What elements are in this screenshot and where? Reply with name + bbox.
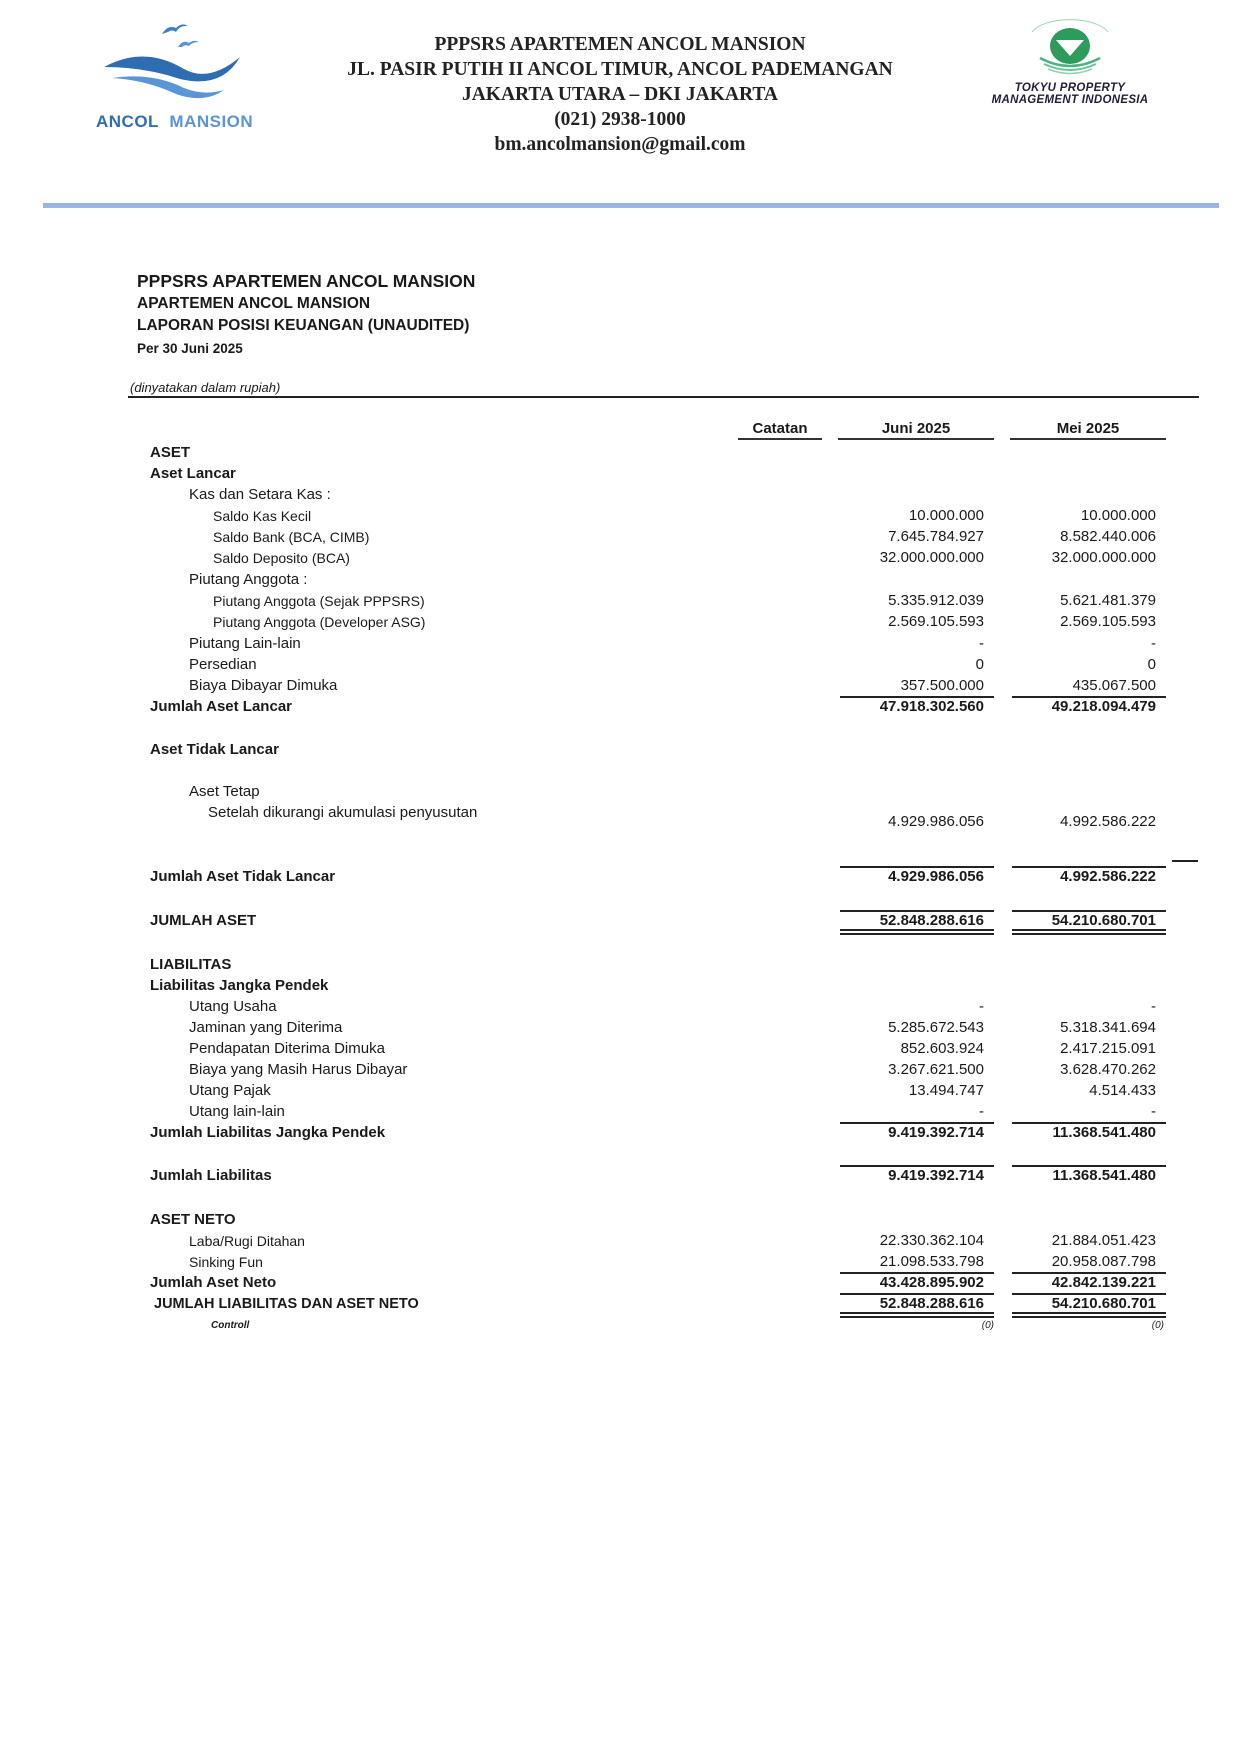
letterhead-email: bm.ancolmansion@gmail.com <box>494 134 746 155</box>
table-row: Piutang Anggota (Developer ASG) 2.569.105.593 2.569.105.593 <box>213 613 1156 630</box>
section-aset-lancar: Aset Lancar <box>150 465 236 482</box>
table-row: Saldo Bank (BCA, CIMB) 7.645.784.927 8.582.440.006 <box>213 528 1156 545</box>
ancol-mansion-wordmark: ANCOL MANSION <box>96 112 254 131</box>
table-row: Saldo Deposito (BCA) 32.000.000.000 32.000.000.000 <box>213 549 1156 566</box>
group-kas: Kas dan Setara Kas : <box>189 486 331 503</box>
table-row: Utang lain-lain - - <box>189 1103 1156 1120</box>
table-row: Utang Usaha - - <box>189 998 1156 1015</box>
table-row: Saldo Kas Kecil 10.000.000 10.000.000 <box>213 507 1156 524</box>
table-row: Sinking Fun 21.098.533.798 20.958.087.798 <box>189 1253 1156 1270</box>
letterhead-city: JAKARTA UTARA – DKI JAKARTA <box>461 84 779 105</box>
total-row-jumlah-aset: JUMLAH ASET 52.848.288.616 54.210.680.701 <box>150 912 1156 929</box>
group-aset-tetap: Aset Tetap <box>189 783 260 800</box>
tokyu-property-logo <box>960 10 1180 120</box>
margin-mark <box>1172 860 1198 862</box>
column-header-catatan: Catatan <box>738 420 822 440</box>
table-row: Utang Pajak 13.494.747 4.514.433 <box>189 1082 1156 1099</box>
control-value-mei: (0) <box>1151 1320 1164 1331</box>
letterhead <box>0 0 1240 200</box>
tokyu-emblem-icon <box>960 10 1180 82</box>
subtotal-row-aset-neto: Jumlah Aset Neto 43.428.895.902 42.842.139.221 <box>150 1274 1156 1291</box>
section-liabilitas-jangka-pendek: Liabilitas Jangka Pendek <box>150 977 329 994</box>
table-row: Setelah dikurangi akumulasi penyusutan <box>208 804 478 821</box>
subtotal-row-liabilitas-jangka-pendek: Jumlah Liabilitas Jangka Pendek 9.419.392.714 11.368.541.480 <box>150 1124 1156 1141</box>
letterhead-address-block <box>300 32 940 157</box>
control-value-juni: (0) <box>981 1320 994 1331</box>
section-liabilitas: LIABILITAS <box>150 956 232 973</box>
total-row-jumlah-liabilitas: Jumlah Liabilitas 9.419.392.714 11.368.541.480 <box>150 1167 1156 1184</box>
letterhead-org-name: PPPSRS APARTEMEN ANCOL MANSION <box>434 34 806 55</box>
group-piutang-anggota: Piutang Anggota : <box>189 571 308 588</box>
total-row-liabilitas-dan-aset-neto: JUMLAH LIABILITAS DAN ASET NETO 52.848.288.616 54.210.680.701 <box>154 1295 1156 1312</box>
report-date: Per 30 Juni 2025 <box>137 341 243 356</box>
table-row: Pendapatan Diterima Dimuka 852.603.924 2.417.215.091 <box>189 1040 1156 1057</box>
table-row: Jaminan yang Diterima 5.285.672.543 5.318.341.694 <box>189 1019 1156 1036</box>
currency-note: (dinyatakan dalam rupiah) <box>130 380 281 395</box>
table-top-rule <box>128 396 1199 398</box>
table-row: Biaya yang Masih Harus Dibayar 3.267.621.500 3.628.470.262 <box>189 1061 1156 1078</box>
letterhead-street: JL. PASIR PUTIH II ANCOL TIMUR, ANCOL PADEMANGAN <box>347 59 893 80</box>
table-row-values: 4.929.986.056 4.992.586.222 <box>888 813 1156 830</box>
report-title: PPPSRS APARTEMEN ANCOL MANSION <box>137 271 476 291</box>
section-aset-tidak-lancar: Aset Tidak Lancar <box>150 741 279 758</box>
section-aset: ASET <box>150 444 191 461</box>
letterhead-divider <box>43 203 1219 208</box>
column-header-mei-2025: Mei 2025 <box>1010 420 1166 440</box>
subtotal-row-aset-lancar: Jumlah Aset Lancar 47.918.302.560 49.218.094.479 <box>150 698 1156 715</box>
control-label: Controll <box>211 1320 250 1331</box>
table-row: Persedian 0 0 <box>189 656 1156 673</box>
waves-birds-icon <box>92 12 262 107</box>
report-subtitle: APARTEMEN ANCOL MANSION <box>137 295 371 312</box>
table-row: Piutang Anggota (Sejak PPPSRS) 5.335.912.039 5.621.481.379 <box>213 592 1156 609</box>
report-title-block <box>137 270 475 361</box>
section-aset-neto: ASET NETO <box>150 1211 236 1228</box>
column-header-juni-2025: Juni 2025 <box>838 420 994 440</box>
subtotal-row-aset-tidak-lancar: Jumlah Aset Tidak Lancar 4.929.986.056 4.992.586.222 <box>150 868 1156 885</box>
letterhead-phone: (021) 2938-1000 <box>554 109 686 130</box>
table-row: Piutang Lain-lain - - <box>189 635 1156 652</box>
table-row: Biaya Dibayar Dimuka 357.500.000 435.067.500 <box>189 677 1156 694</box>
report-name: LAPORAN POSISI KEUANGAN (UNAUDITED) <box>137 317 470 334</box>
table-row: Laba/Rugi Ditahan 22.330.362.104 21.884.051.423 <box>189 1232 1156 1249</box>
tokyu-wordmark: TOKYU PROPERTY MANAGEMENT INDONESIA <box>991 82 1149 106</box>
ancol-mansion-logo <box>92 12 262 137</box>
